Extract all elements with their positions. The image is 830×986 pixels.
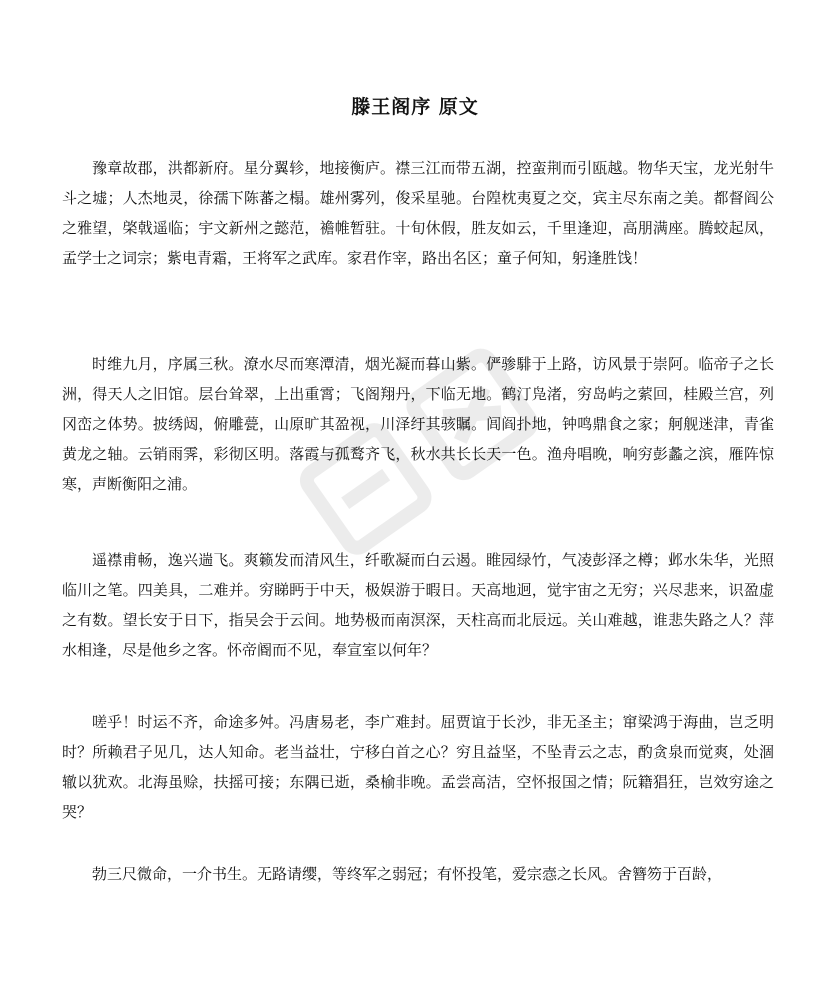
paragraph-3: 遥襟甫畅，逸兴遄飞。爽籁发而清风生，纤歌凝而白云遏。睢园绿竹，气凌彭泽之樽；邺水朱华，光照临川之笔。四美具，二难并。穷睇眄于中天，极娱游于暇日。天高地迥，觉宇宙之无穷；兴尽悲来，识盈虚之有数。望长安于日下，指吴会于云间。地势极而南溟深，天柱高而北辰远。关山难越，谁悲失路之人？萍水相逢，尽是他乡之客。怀帝阍而不见，奉宣室以何年？: [62, 551, 774, 659]
paragraph-5: 勃三尺微命，一介书生。无路请缨，等终军之弱冠；有怀投笔，爱宗悫之长风。舍簪笏于百龄，: [92, 865, 723, 883]
paragraph-1: 豫章故郡，洪都新府。星分翼轸，地接衡庐。襟三江而带五湖，控蛮荆而引瓯越。物华天宝，龙光射牛斗之墟；人杰地灵，徐孺下陈蕃之榻。雄州雾列，俊采星驰。台隍枕夷夏之交，宾主尽东南之美。都督阎公之雅望，棨戟遥临；宇文新州之懿范，襜帷暂驻。十旬休假，胜友如云，千里逢迎，高朋满座。腾蛟起凤，孟学士之词宗；紫电青霜，王将军之武库。家君作宰，路出名区；童子何知，躬逢胜饯！: [62, 159, 774, 267]
paragraph-2: 时维九月，序属三秋。潦水尽而寒潭清，烟光凝而暮山紫。俨骖騑于上路，访风景于崇阿。临帝子之长洲，得天人之旧馆。层台耸翠，上出重霄；飞阁翔丹，下临无地。鹤汀凫渚，穷岛屿之萦回，桂殿兰宫，列冈峦之体势。披绣闼，俯雕甍，山原旷其盈视，川泽纡其骇瞩。闾阎扑地，钟鸣鼎食之家；舸舰迷津，青雀黄龙之轴。云销雨霁，彩彻区明。落霞与孤鹜齐飞，秋水共长长天一色。渔舟唱晚，响穷彭蠡之滨，雁阵惊寒，声断衡阳之浦。: [62, 355, 774, 493]
document-title: 滕王阁序 原文: [351, 96, 479, 118]
paragraph-4: 嗟乎！时运不齐，命途多舛。冯唐易老，李广难封。屈贾谊于长沙，非无圣主；窜梁鸿于海曲，岂乏明时？所赖君子见几，达人知命。老当益壮，宁移白首之心？穷且益坚，不坠青云之志，酌贪泉而觉爽，处涸辙以犹欢。北海虽赊，扶摇可接；东隅已逝，桑榆非晚。孟尝高洁，空怀报国之情；阮籍猖狂，岂效穷途之哭？: [62, 713, 774, 821]
